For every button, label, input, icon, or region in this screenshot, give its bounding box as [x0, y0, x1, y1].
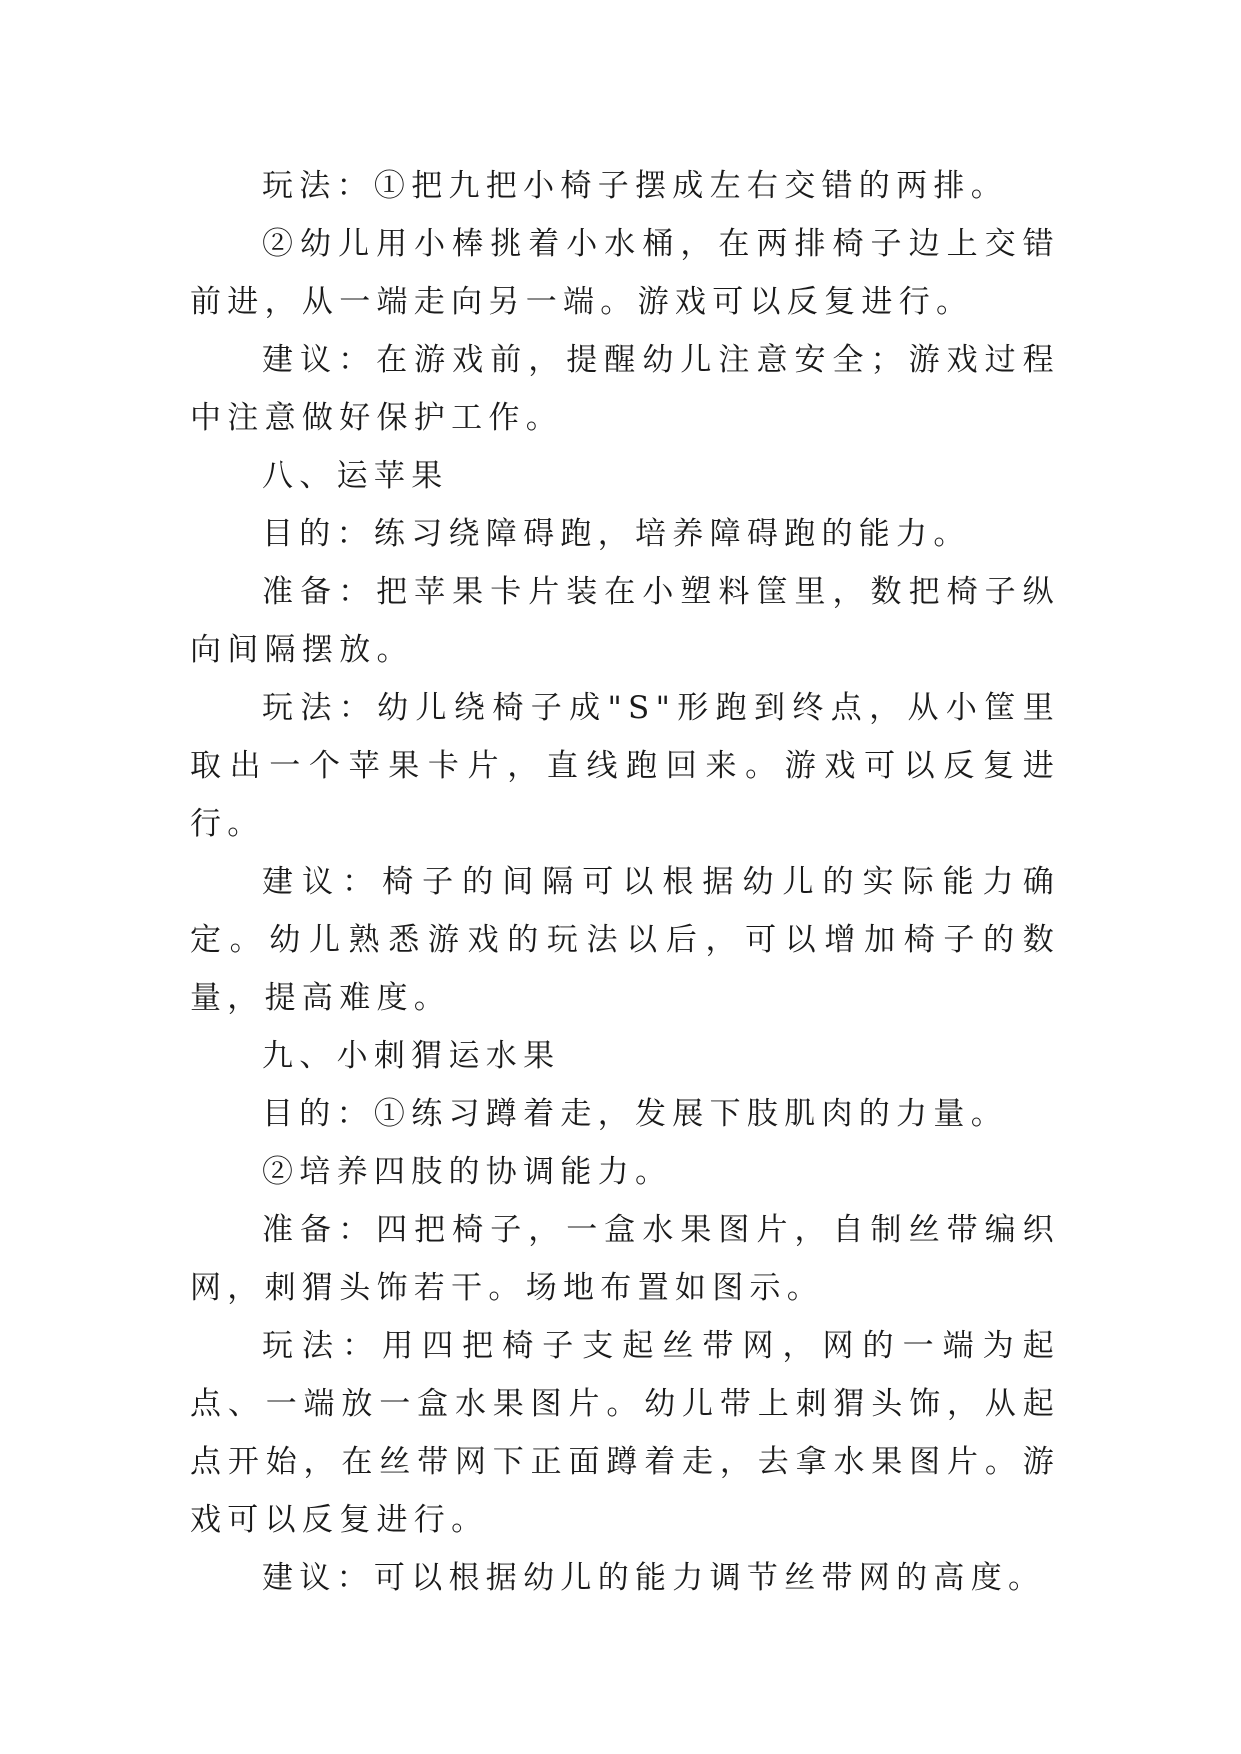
paragraph-suggestion-8: 建议：椅子的间隔可以根据幼儿的实际能力确定。幼儿熟悉游戏的玩法以后，可以增加椅子的数量，提高难度。: [190, 864, 1060, 1016]
paragraph-preparation-8: 准备：把苹果卡片装在小塑料筐里，数把椅子纵向间隔摆放。: [190, 574, 1060, 668]
paragraph-play-method-9: 玩法：用四把椅子支起丝带网，网的一端为起点、一端放一盒水果图片。幼儿带上刺猬头饰，从起点开始，在丝带网下正面蹲着走，去拿水果图片。游戏可以反复进行。: [190, 1328, 1060, 1538]
section-heading-8: 八、运苹果: [262, 458, 449, 494]
paragraph-suggestion-1: 建议：在游戏前，提醒幼儿注意安全；游戏过程中注意做好保护工作。: [190, 342, 1060, 436]
paragraph-play-method-1: 玩法：①把九把小椅子摆成左右交错的两排。: [262, 168, 1008, 204]
paragraph-preparation-9: 准备：四把椅子，一盒水果图片，自制丝带编织网，刺猬头饰若干。场地布置如图示。: [190, 1212, 1060, 1306]
paragraph-purpose-9-2: ②培养四肢的协调能力。: [262, 1154, 673, 1190]
paragraph-purpose-8: 目的：练习绕障碍跑，培养障碍跑的能力。: [262, 516, 971, 552]
paragraph-purpose-9-1: 目的：①练习蹲着走，发展下肢肌肉的力量。: [262, 1096, 1008, 1132]
document-body: [190, 157, 1060, 1607]
section-heading-9: 九、小刺猬运水果: [262, 1038, 561, 1074]
paragraph-play-method-8: 玩法：幼儿绕椅子成"S"形跑到终点，从小筐里取出一个苹果卡片，直线跑回来。游戏可以反复进行。: [190, 690, 1060, 842]
paragraph-play-method-2: ②幼儿用小棒挑着小水桶，在两排椅子边上交错前进，从一端走向另一端。游戏可以反复进行。: [190, 226, 1060, 320]
paragraph-suggestion-9: 建议：可以根据幼儿的能力调节丝带网的高度。: [262, 1560, 1046, 1596]
